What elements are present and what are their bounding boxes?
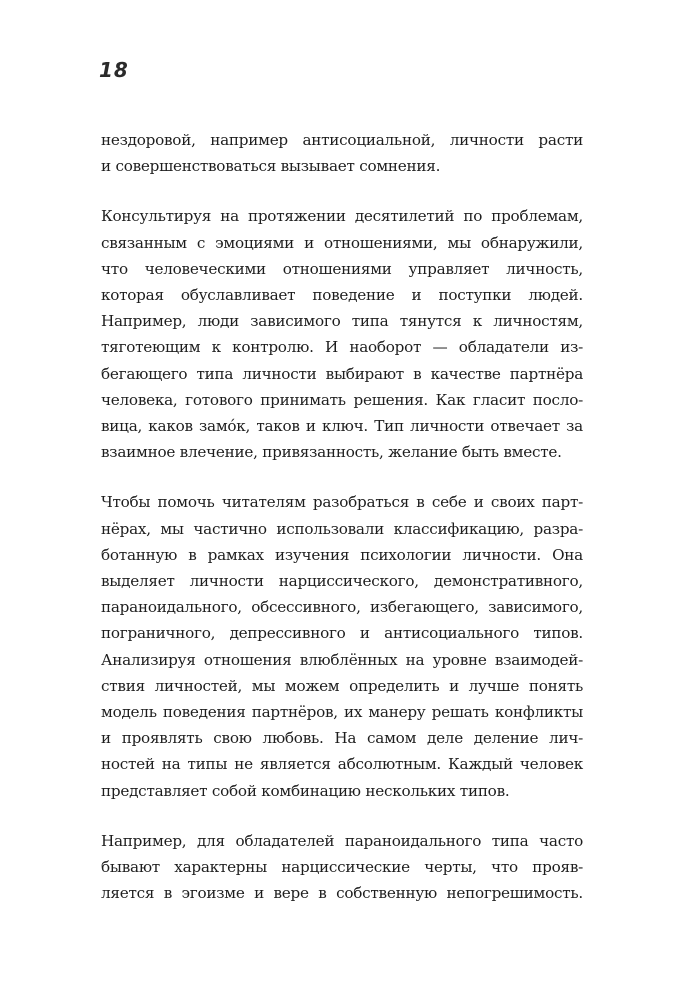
paragraph-3	[101, 489, 583, 803]
paragraph-4	[101, 828, 583, 907]
text-line: связанным с эмоциями и отношениями, мы обнаружили,	[101, 233, 583, 252]
text-line: вица, каков замо́к, таков и ключ. Тип личности отвечает за	[101, 417, 583, 436]
text-line: Консультируя на протяжении десятилетий по проблемам,	[101, 207, 583, 226]
text-line: бегающего типа личности выбирают в качестве партнёра	[101, 364, 583, 383]
text-line: Анализируя отношения влюблённых на уровне взаимодей-	[101, 650, 583, 669]
text-line: которая обуславливает поведение и поступки людей.	[101, 286, 583, 305]
text-line: ствия личностей, мы можем определить и лучше понять	[101, 676, 583, 695]
text-line: нездоровой, например антисоциальной, личности расти	[101, 131, 583, 149]
text-line: взаимное влечение, привязанность, желание быть вместе.	[101, 443, 562, 462]
text-line: представляет собой комбинацию нескольких типов.	[101, 781, 510, 800]
text-line: бывают характерны нарциссические черты, что прояв-	[101, 858, 583, 877]
text-line: параноидального, обсессивного, избегающего, зависимого,	[101, 598, 583, 617]
text-line: что человеческими отношениями управляет личность,	[101, 259, 583, 278]
text-line: ляется в эгоизме и вере в собственную непогрешимость.	[101, 884, 583, 903]
text-line: ностей на типы не является абсолютным. Каждый человек	[101, 755, 583, 774]
text-line: и проявлять свою любовь. На самом деле деление лич-	[101, 729, 583, 748]
page-number: 18	[99, 58, 129, 82]
text-line: Например, люди зависимого типа тянутся к личностям,	[101, 312, 583, 331]
text-line: ботанную в рамках изучения психологии личности. Она	[101, 545, 583, 564]
text-line: Например, для обладателей параноидального типа часто	[101, 831, 583, 850]
text-line: выделяет личности нарциссического, демонстративного,	[101, 572, 583, 591]
body-text	[101, 127, 583, 930]
text-line: нёрах, мы частично использовали классификацию, разра-	[101, 519, 583, 538]
text-line: Чтобы помочь читателям разобраться в себе и своих парт-	[101, 493, 583, 512]
text-line: модель поведения партнёров, их манеру решать конфликты	[101, 703, 583, 722]
text-line: и совершенствоваться вызывает сомнения.	[101, 157, 441, 176]
text-line: пограничного, депрессивного и антисоциального типов.	[101, 624, 583, 643]
paragraph-2	[101, 203, 583, 465]
paragraph-1	[101, 127, 583, 179]
text-line: человека, готового принимать решения. Как гласит посло-	[101, 390, 583, 409]
text-line: тяготеющим к контролю. И наоборот — обладатели из-	[101, 338, 583, 357]
